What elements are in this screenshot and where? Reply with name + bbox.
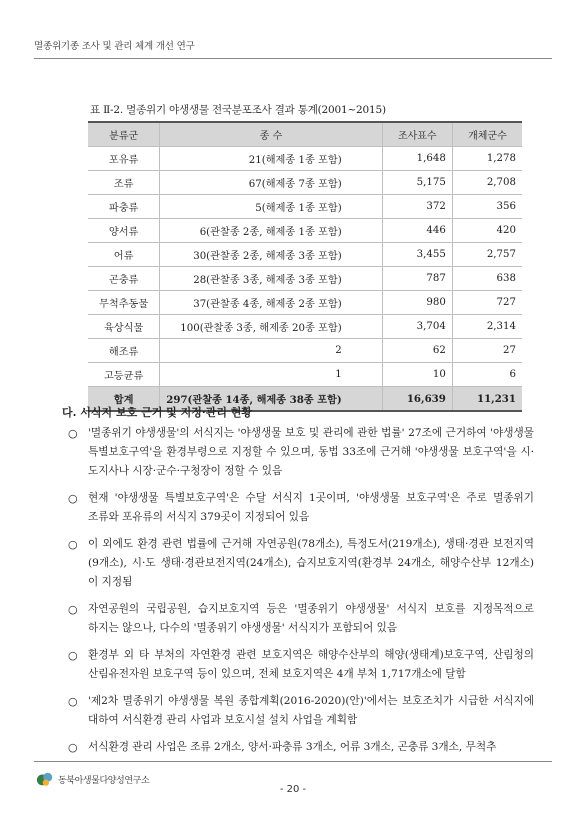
page-number: - 20 - [279,784,307,795]
bullet-circle-icon: ○ [68,427,78,440]
table-cell: 합계 [88,387,160,412]
table-cell: 787 [382,267,452,291]
table-row [88,147,522,171]
table-cell: 100(관찰종 3종, 해제종 20종 포함) [160,315,382,339]
table-cell: 고등균류 [88,363,160,387]
table-cell: 420 [452,219,522,243]
table-cell: 1,278 [452,147,522,171]
list-item [68,692,534,730]
table-cell: 조류 [88,171,160,195]
statistics-table [88,121,522,412]
list-item [68,424,534,481]
bullet-circle-icon: ○ [68,603,78,616]
column-header: 개체군수 [452,122,522,147]
list-item-text: 서식환경 관리 사업은 조류 2개소, 양서·파충류 3개소, 어류 3개소, 곤충류 3개소, 무척추 [88,741,497,753]
list-item [68,600,534,638]
table-header-row [88,122,522,147]
table-cell: 30(관찰종 2종, 해제종 3종 포함) [160,243,382,267]
table-cell: 어류 [88,243,160,267]
table-cell: 3,455 [382,243,452,267]
list-item [68,646,534,684]
list-item [68,535,534,592]
table-cell: 2 [160,339,382,363]
column-header: 종 수 [160,122,382,147]
table-cell: 11,231 [452,387,522,412]
table-cell: 파충류 [88,195,160,219]
table-cell: 62 [382,339,452,363]
running-head: 멸종위기종 조사 및 관리 체계 개선 연구 [34,41,195,52]
bullet-circle-icon: ○ [68,649,78,662]
table-row [88,339,522,363]
list-item-text: 자연공원의 국립공원, 습지보호지역 등은 '멸종위기 야생생물' 서식지 보호를 지정목적으로 하지는 않으나, 다수의 '멸종위기 야생생물' 서식지가 포함되어 있음 [88,603,534,634]
list-item [68,489,534,527]
table-row [88,243,522,267]
header-divider [34,58,552,59]
bullet-list [68,424,534,765]
table-cell: 10 [382,363,452,387]
table-cell: 980 [382,291,452,315]
table-cell: 1,648 [382,147,452,171]
table-cell: 2,314 [452,315,522,339]
table-cell: 육상식물 [88,315,160,339]
bullet-circle-icon: ○ [68,695,78,708]
table-cell: 2,708 [452,171,522,195]
table-caption: 표 Ⅱ-2. 멸종위기 야생생물 전국분포조사 결과 통계(2001~2015) [90,104,386,116]
table-cell: 16,639 [382,387,452,412]
table-cell: 37(관찰종 4종, 해제종 2종 포함) [160,291,382,315]
table-cell: 638 [452,267,522,291]
table-cell: 21(해제종 1종 포함) [160,147,382,171]
bullet-circle-icon: ○ [68,492,78,505]
table-cell: 해조류 [88,339,160,363]
table-cell: 곤충류 [88,267,160,291]
table-cell: 28(관찰종 3종, 해제종 3종 포함) [160,267,382,291]
table-cell: 포유류 [88,147,160,171]
table-cell: 27 [452,339,522,363]
table-cell: 67(해제종 7종 포함) [160,171,382,195]
table-cell: 297(관찰종 14종, 해제종 38종 포함) [160,387,382,412]
table-cell: 3,704 [382,315,452,339]
column-header: 분류군 [88,122,160,147]
table-cell: 5(해제종 1종 포함) [160,195,382,219]
bullet-circle-icon: ○ [68,538,78,551]
table-row [88,363,522,387]
table-row [88,291,522,315]
table-cell: 5,175 [382,171,452,195]
logo-text: 동북아생물다양성연구소 [58,775,150,786]
table-row [88,219,522,243]
section-heading: 다. 서식지 보호 근거 및 지정·관리 현황 [62,406,253,419]
table-row [88,267,522,291]
table-cell: 6(관찰종 2종, 해제종 1종 포함) [160,219,382,243]
table-body [88,147,522,412]
table-cell: 372 [382,195,452,219]
footer-divider [34,761,552,762]
table-cell: 2,757 [452,243,522,267]
table-cell: 727 [452,291,522,315]
table-cell: 무척추동물 [88,291,160,315]
list-item-text: 환경부 외 타 부처의 자연환경 관련 보호지역은 해양수산부의 해양(생태계)보호구역, 산림청의 산림유전자원 보호구역 등이 있으며, 전체 보호지역은 4개 부처 1,717개소에 달함 [88,649,534,680]
table-cell: 1 [160,363,382,387]
table-row [88,195,522,219]
column-header: 조사표수 [382,122,452,147]
bullet-circle-icon: ○ [68,741,78,754]
list-item-text: 현재 '야생생물 특별보호구역'은 수달 서식지 1곳이며, '야생생물 보호구역'은 주로 멸종위기 조류와 포유류의 서식지 379곳이 지정되어 있음 [88,492,534,523]
table-cell: 446 [382,219,452,243]
table-row [88,171,522,195]
table-row [88,315,522,339]
list-item-text: '제2차 멸종위기 야생생물 복원 종합계획(2016-2020)(안)'에서는 보호조치가 시급한 서식지에 대하여 서식환경 관리 사업과 보호시설 설치 사업을 계획함 [88,695,534,726]
table-cell: 6 [452,363,522,387]
list-item-text: 이 외에도 환경 관련 법률에 근거해 자연공원(78개소), 특정도서(219개소), 생태·경관 보전지역(9개소), 시·도 생태·경관보전지역(24개소), 습지보호지역(환경부 24개소, 해양수산부 12개소)이 지정됨 [88,538,534,588]
list-item-text: '멸종위기 야생생물'의 서식지는 '야생생물 보호 및 관리에 관한 법률' 27조에 근거하여 '야생생물 특별보호구역'을 환경부령으로 지정할 수 있으며, 동법 33조에 근거해 '야생생물 보호구역'을 시·도지사나 시장·군수·구청장이 정할 수 있음 [88,427,534,477]
table-cell: 양서류 [88,219,160,243]
table-cell: 356 [452,195,522,219]
list-item [68,738,534,757]
